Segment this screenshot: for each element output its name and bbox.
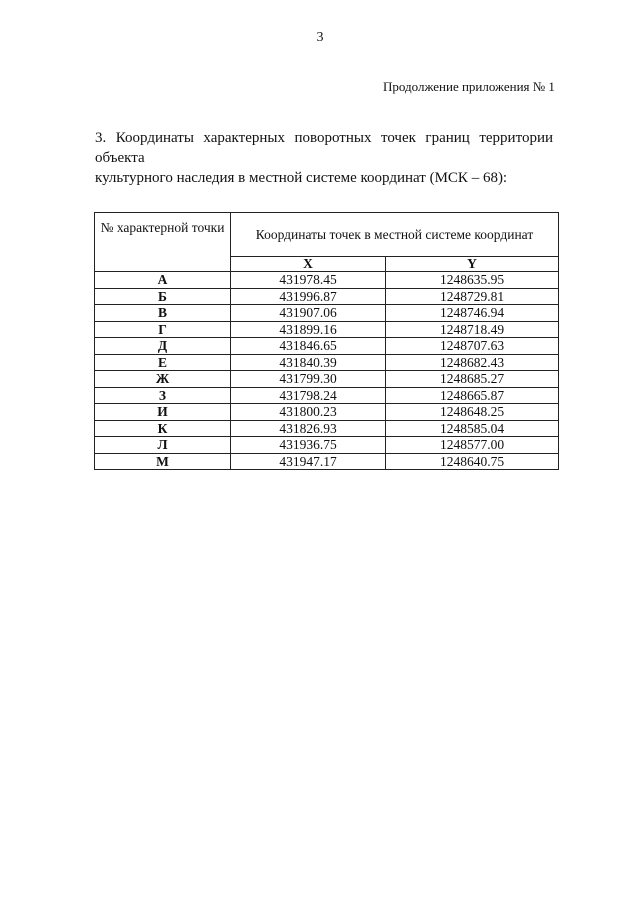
- point-label: Б: [95, 288, 231, 305]
- point-label: В: [95, 305, 231, 322]
- table-row: [95, 288, 559, 305]
- table-row: [95, 420, 559, 437]
- point-label: Д: [95, 338, 231, 355]
- point-label: К: [95, 420, 231, 437]
- y-value: 1248577.00: [386, 437, 559, 454]
- x-value: 431826.93: [231, 420, 386, 437]
- x-value: 431947.17: [231, 453, 386, 470]
- y-value: 1248665.87: [386, 387, 559, 404]
- table-row: [95, 338, 559, 355]
- y-value: 1248746.94: [386, 305, 559, 322]
- y-value: 1248635.95: [386, 272, 559, 289]
- x-value: 431798.24: [231, 387, 386, 404]
- y-value: 1248640.75: [386, 453, 559, 470]
- section-heading-line-2: культурного наследия в местной системе координат (МСК – 68):: [95, 170, 508, 186]
- table-header-row: [95, 213, 559, 257]
- point-label: Ж: [95, 371, 231, 388]
- y-value: 1248707.63: [386, 338, 559, 355]
- table-row: [95, 404, 559, 421]
- header-y: Y: [386, 257, 559, 272]
- point-label: И: [95, 404, 231, 421]
- point-label: Е: [95, 354, 231, 371]
- x-value: 431936.75: [231, 437, 386, 454]
- y-value: 1248648.25: [386, 404, 559, 421]
- table-row: [95, 272, 559, 289]
- table-row: [95, 453, 559, 470]
- y-value: 1248682.43: [386, 354, 559, 371]
- table-row: [95, 371, 559, 388]
- y-value: 1248685.27: [386, 371, 559, 388]
- point-label: М: [95, 453, 231, 470]
- coordinates-table-body: [95, 272, 559, 470]
- table-row: [95, 321, 559, 338]
- x-value: 431846.65: [231, 338, 386, 355]
- point-label: Л: [95, 437, 231, 454]
- x-value: 431840.39: [231, 354, 386, 371]
- x-value: 431899.16: [231, 321, 386, 338]
- x-value: 431799.30: [231, 371, 386, 388]
- x-value: 431996.87: [231, 288, 386, 305]
- x-value: 431978.45: [231, 272, 386, 289]
- x-value: 431907.06: [231, 305, 386, 322]
- y-value: 1248729.81: [386, 288, 559, 305]
- y-value: 1248585.04: [386, 420, 559, 437]
- point-label: Г: [95, 321, 231, 338]
- page-number: 3: [316, 30, 324, 45]
- header-point-number: № характерной точки: [95, 213, 231, 272]
- table-row: [95, 437, 559, 454]
- header-coordinates-group: Координаты точек в местной системе координат: [231, 213, 559, 257]
- section-heading: [95, 128, 553, 188]
- coordinates-table: [94, 212, 559, 470]
- table-row: [95, 354, 559, 371]
- point-label: А: [95, 272, 231, 289]
- point-label: З: [95, 387, 231, 404]
- table-row: [95, 387, 559, 404]
- x-value: 431800.23: [231, 404, 386, 421]
- appendix-continuation-note: Продолжение приложения № 1: [383, 79, 555, 94]
- table-row: [95, 305, 559, 322]
- section-heading-line-1: 3. Координаты характерных поворотных точек границ территории объекта: [95, 130, 553, 166]
- header-x: X: [231, 257, 386, 272]
- y-value: 1248718.49: [386, 321, 559, 338]
